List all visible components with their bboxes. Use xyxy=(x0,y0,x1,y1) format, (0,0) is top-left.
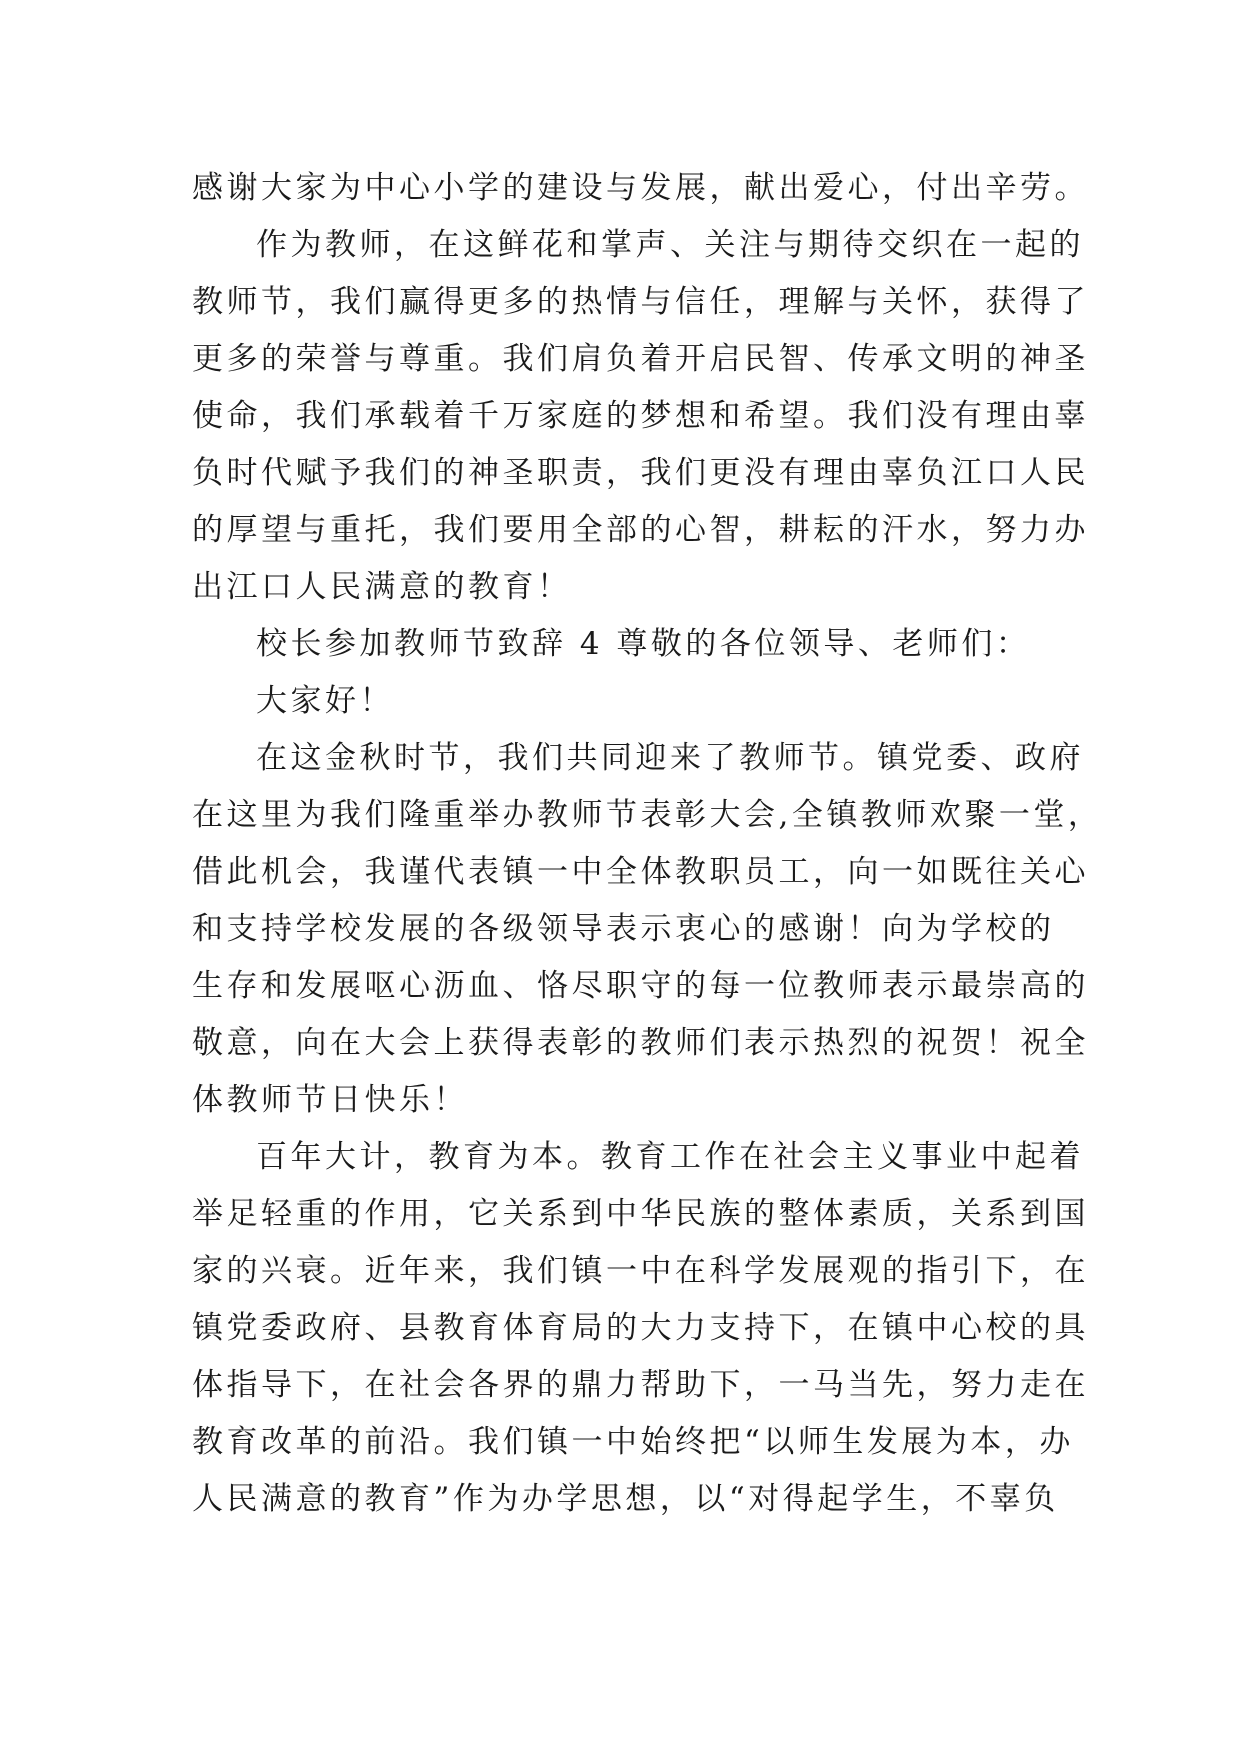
text-line: 感谢大家为中心小学的建设与发展，献出爱心，付出辛劳。 xyxy=(192,170,1089,206)
text-line: 体指导下，在社会各界的鼎力帮助下，一马当先，努力走在 xyxy=(192,1367,1089,1403)
text-line: 人民满意的教育”作为办学思想，以“对得起学生，不辜负 xyxy=(192,1481,1059,1517)
text-line: 校长参加教师节致辞 4 尊敬的各位领导、老师们： xyxy=(256,626,1031,662)
text-line: 体教师节日快乐！ xyxy=(192,1082,468,1118)
text-line: 和支持学校发展的各级领导表示衷心的感谢！向为学校的 xyxy=(192,911,1055,947)
text-line: 大家好！ xyxy=(256,683,394,719)
text-line: 出江口人民满意的教育！ xyxy=(192,569,572,605)
text-line: 镇党委政府、县教育体育局的大力支持下，在镇中心校的具 xyxy=(192,1310,1089,1346)
text-line: 生存和发展呕心沥血、恪尽职守的每一位教师表示最崇高的 xyxy=(192,968,1089,1004)
text-line: 教师节，我们赢得更多的热情与信任，理解与关怀，获得了 xyxy=(192,284,1089,320)
text-line: 借此机会，我谨代表镇一中全体教职员工，向一如既往关心 xyxy=(192,854,1089,890)
text-line: 负时代赋予我们的神圣职责，我们更没有理由辜负江口人民 xyxy=(192,455,1089,491)
text-line: 家的兴衰。近年来，我们镇一中在科学发展观的指引下，在 xyxy=(192,1253,1089,1289)
text-line: 更多的荣誉与尊重。我们肩负着开启民智、传承文明的神圣 xyxy=(192,341,1089,377)
text-line: 的厚望与重托，我们要用全部的心智，耕耘的汗水，努力办 xyxy=(192,512,1089,548)
text-line: 在这里为我们隆重举办教师节表彰大会,全镇教师欢聚一堂， xyxy=(192,797,1103,833)
text-line: 在这金秋时节，我们共同迎来了教师节。镇党委、政府 xyxy=(256,740,1084,776)
text-line: 使命，我们承载着千万家庭的梦想和希望。我们没有理由辜 xyxy=(192,398,1089,434)
text-line: 敬意，向在大会上获得表彰的教师们表示热烈的祝贺！祝全 xyxy=(192,1025,1089,1061)
text-line: 举足轻重的作用，它关系到中华民族的整体素质，关系到国 xyxy=(192,1196,1089,1232)
text-line: 教育改革的前沿。我们镇一中始终把“以师生发展为本，办 xyxy=(192,1424,1074,1460)
text-line: 作为教师，在这鲜花和掌声、关注与期待交织在一起的 xyxy=(256,227,1084,263)
text-line: 百年大计，教育为本。教育工作在社会主义事业中起着 xyxy=(256,1139,1084,1175)
